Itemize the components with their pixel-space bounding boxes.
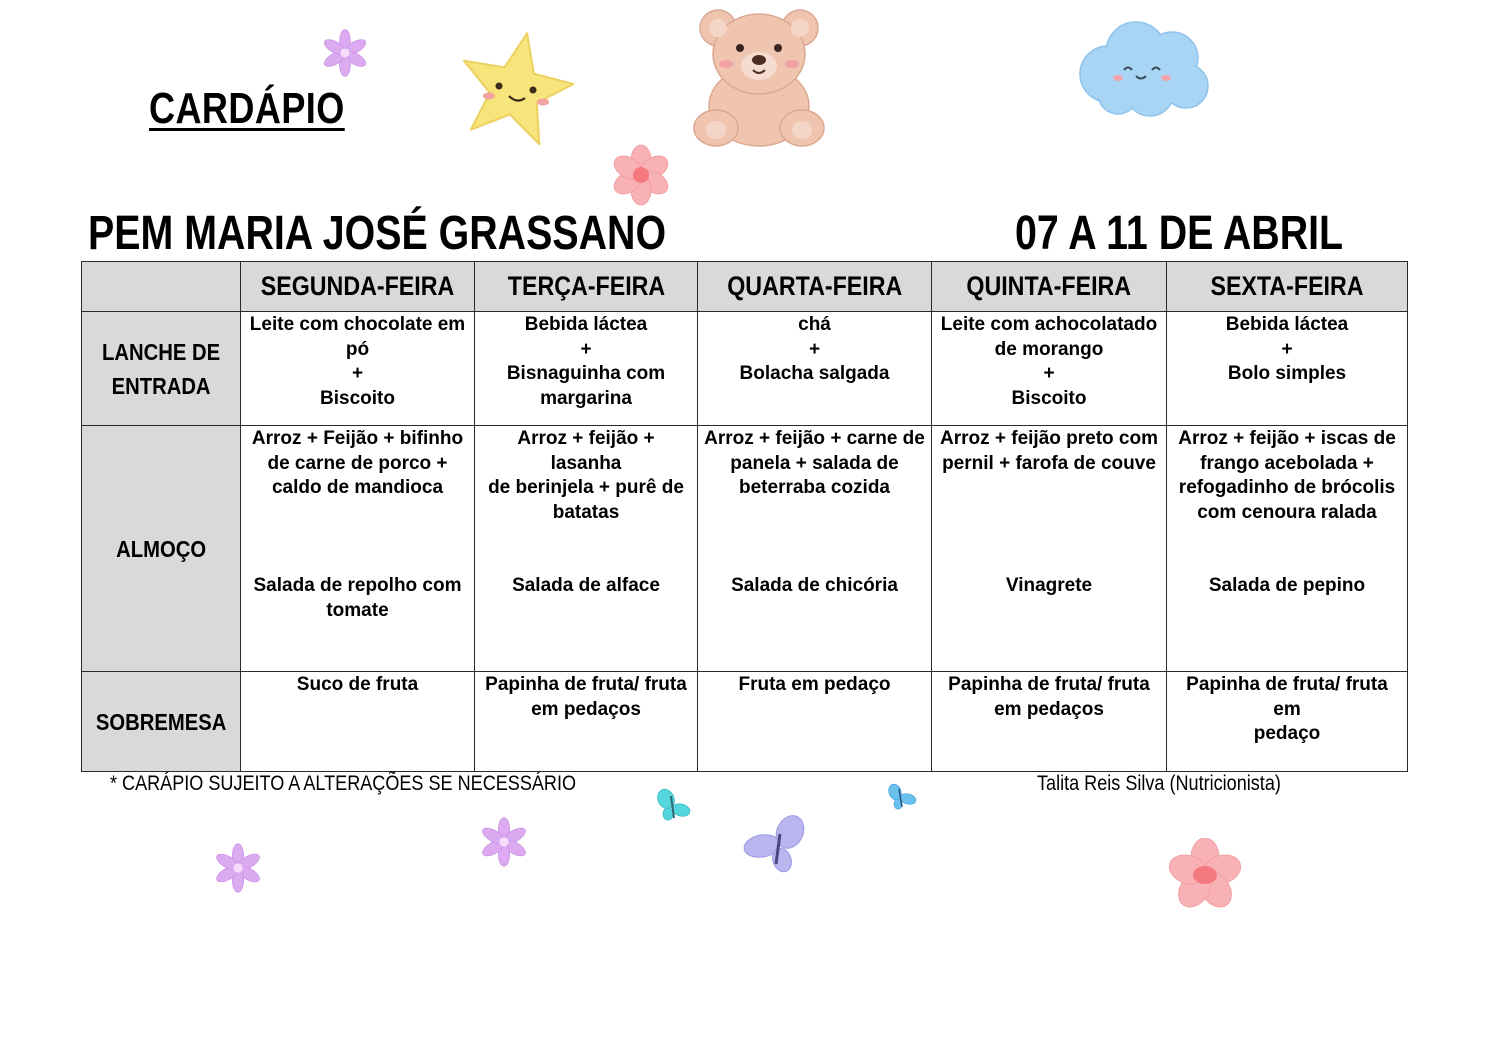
menu-cell: Papinha de fruta/ fruta em pedaço <box>1167 672 1408 772</box>
flower-icon <box>318 26 372 80</box>
menu-cell: Suco de fruta <box>241 672 475 772</box>
flower-icon <box>210 840 266 896</box>
menu-cell: Leite com achocolatado de morango + Biscoito <box>932 312 1167 426</box>
menu-cell: Papinha de fruta/ fruta em pedaços <box>932 672 1167 772</box>
day-header-wednesday: QUARTA-FEIRA <box>698 262 932 312</box>
menu-cell: Bebida láctea + Bisnaguinha com margarina <box>475 312 698 426</box>
menu-cell: chá + Bolacha salgada <box>698 312 932 426</box>
day-header-thursday: QUINTA-FEIRA <box>932 262 1167 312</box>
star-icon <box>450 26 580 154</box>
menu-cell: Arroz + feijão + lasanha de berinjela + purê de batatas Salada de alface <box>475 426 698 672</box>
menu-cell: Arroz + feijão + iscas de frango acebolada + refogadinho de brócolis com cenoura ralada Salada de pepino <box>1167 426 1408 672</box>
day-header-monday: SEGUNDA-FEIRA <box>241 262 475 312</box>
nutritionist-signature: Talita Reis Silva (Nutricionista) <box>1037 772 1281 795</box>
day-header-friday: SEXTA-FEIRA <box>1167 262 1408 312</box>
butterfly-icon <box>886 782 918 812</box>
menu-cell: Leite com chocolate em pó + Biscoito <box>241 312 475 426</box>
table-row-almoco <box>82 426 1408 672</box>
menu-cell: Fruta em pedaço <box>698 672 932 772</box>
page-title: CARDÁPIO <box>149 84 345 133</box>
row-label-almoco: ALMOÇO <box>82 426 241 672</box>
menu-cell: Papinha de fruta/ fruta em pedaços <box>475 672 698 772</box>
disclaimer-note: * CARÁPIO SUJEITO A ALTERAÇÕES SE NECESSÁRIO <box>110 772 577 795</box>
day-header-tuesday: TERÇA-FEIRA <box>475 262 698 312</box>
row-label-lanche: LANCHE DE ENTRADA <box>82 312 241 426</box>
butterfly-icon <box>654 786 694 826</box>
week-dates: 07 A 11 DE ABRIL <box>1015 207 1344 260</box>
teddy-bear-icon <box>690 2 828 150</box>
school-name: PEM MARIA JOSÉ GRASSANO <box>88 207 667 260</box>
row-label-sobremesa: SOBREMESA <box>82 672 241 772</box>
cloud-icon <box>1074 16 1214 120</box>
menu-table <box>81 261 1408 772</box>
table-row-sobremesa <box>82 672 1408 772</box>
menu-cell: Arroz + feijão preto com pernil + farofa de couve Vinagrete <box>932 426 1167 672</box>
menu-cell: Arroz + Feijão + bifinho de carne de porco + caldo de mandioca Salada de repolho com tomate <box>241 426 475 672</box>
flower-icon <box>1160 838 1250 912</box>
table-row-lanche <box>82 312 1408 426</box>
butterfly-icon <box>740 814 810 878</box>
flower-icon <box>608 142 674 208</box>
table-header-row <box>82 262 1408 312</box>
flower-icon <box>476 814 532 870</box>
menu-cell: Bebida láctea + Bolo simples <box>1167 312 1408 426</box>
menu-cell: Arroz + feijão + carne de panela + salada de beterraba cozida Salada de chicória <box>698 426 932 672</box>
corner-cell <box>82 262 241 312</box>
